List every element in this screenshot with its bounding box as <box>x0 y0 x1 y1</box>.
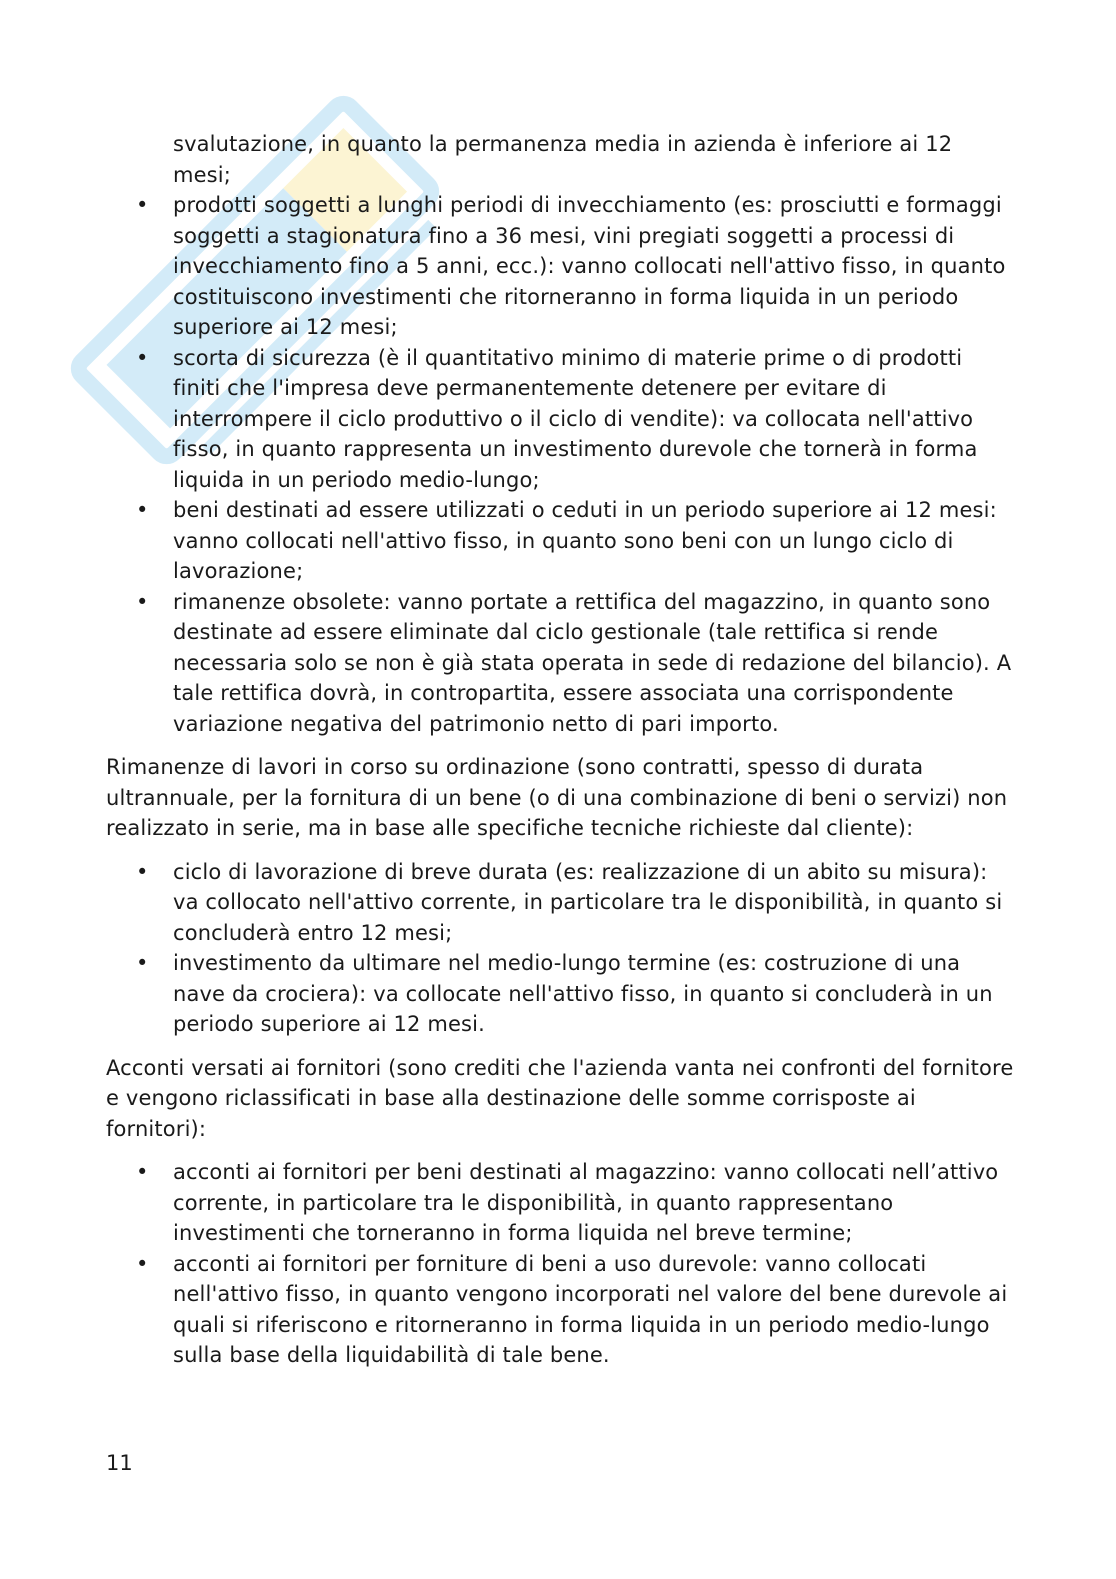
bullet-icon: • <box>136 498 149 522</box>
paragraph-lavori-in-corso: Rimanenze di lavori in corso su ordinazione (sono contratti, spesso di durata ultrannuale, per la fornitura di un bene (o di una combinazione di beni o servizi) non realizzato in serie, ma in base alle specifiche tecniche richieste dal cliente): <box>106 755 1008 840</box>
bullet-icon: • <box>136 589 149 614</box>
page-number: 11 <box>106 1451 133 1475</box>
continuation-text: svalutazione, in quanto la permanenza media in azienda è inferiore ai 12 mesi; <box>173 132 953 187</box>
bullet-icon: • <box>136 193 149 217</box>
list-item: • ciclo di lavorazione di breve durata (es: realizzazione di un abito su misura): va collocato nell'attivo corrente, in particolare tra le disponibilità, in quanto si concluderà entro 12 mesi; <box>106 857 1016 949</box>
list-item: • scorta di sicurezza (è il quantitativo minimo di materie prime o di prodotti finiti che l'impresa deve permanentemente detenere per evitare di interrompere il ciclo produttivo o il ciclo di vendite): va collocata nell'attivo fisso, in quanto rappresenta un investimento durevole che tornerà in forma liquida in un periodo medio-lungo; <box>106 343 1016 496</box>
list-item: • beni destinati ad essere utilizzati o ceduti in un periodo superiore ai 12 mesi: vanno collocati nell'attivo fisso, in quanto sono beni con un lungo ciclo di lavorazione; <box>106 495 1016 587</box>
list-item: • investimento da ultimare nel medio-lungo termine (es: costruzione di una nave da crociera): va collocate nell'attivo fisso, in quanto si concluderà in un periodo superiore ai 12 mesi. <box>106 948 1016 1040</box>
bullet-icon: • <box>136 951 149 975</box>
bullet-icon: • <box>136 1160 149 1184</box>
list-acconti-fornitori <box>106 1157 1016 1371</box>
document-body <box>106 129 1016 1371</box>
bullet-icon: • <box>136 1251 149 1276</box>
paragraph-acconti-fornitori: Acconti versati ai fornitori (sono crediti che l'azienda vanta nei confronti del fornitore e vengono riclassificati in base alla destinazione delle somme corrisposte ai fornitori): <box>106 1055 1014 1141</box>
list-item: • rimanenze obsolete: vanno portate a rettifica del magazzino, in quanto sono destinate ad essere eliminate dal ciclo gestionale (tale rettifica si rende necessaria solo se non è già stata operata in sede di redazione del bilancio). A tale rettifica dovrà, in contropartita, essere associata una corrispondente variazione negativa del patrimonio netto di pari importo. <box>106 587 1016 740</box>
list-item: • acconti ai fornitori per beni destinati al magazzino: vanno collocati nell’attivo corrente, in particolare tra le disponibilità, in quanto rappresentano investimenti che torneranno in forma liquida nel breve termine; <box>106 1157 1016 1249</box>
bullet-icon: • <box>136 345 149 370</box>
bullet-icon: • <box>136 859 149 884</box>
list-item: • acconti ai fornitori per forniture di beni a uso durevole: vanno collocati nell'attivo fisso, in quanto vengono incorporati nel valore del bene durevole ai quali si riferiscono e ritorneranno in forma liquida in un periodo medio-lungo sulla base della liquidabilità di tale bene. <box>106 1249 1016 1371</box>
list-lavori-in-corso <box>106 857 1016 1040</box>
list-item: • prodotti soggetti a lunghi periodi di invecchiamento (es: prosciutti e formaggi soggetti a stagionatura fino a 36 mesi, vini pregiati soggetti a processi di invecchiamento fino a 5 anni, ecc.): vanno collocati nell'attivo fisso, in quanto costituiscono investimenti che ritorneranno in forma liquida in un periodo superiore ai 12 mesi; <box>106 190 1016 343</box>
list-inventory-items <box>106 190 1016 739</box>
